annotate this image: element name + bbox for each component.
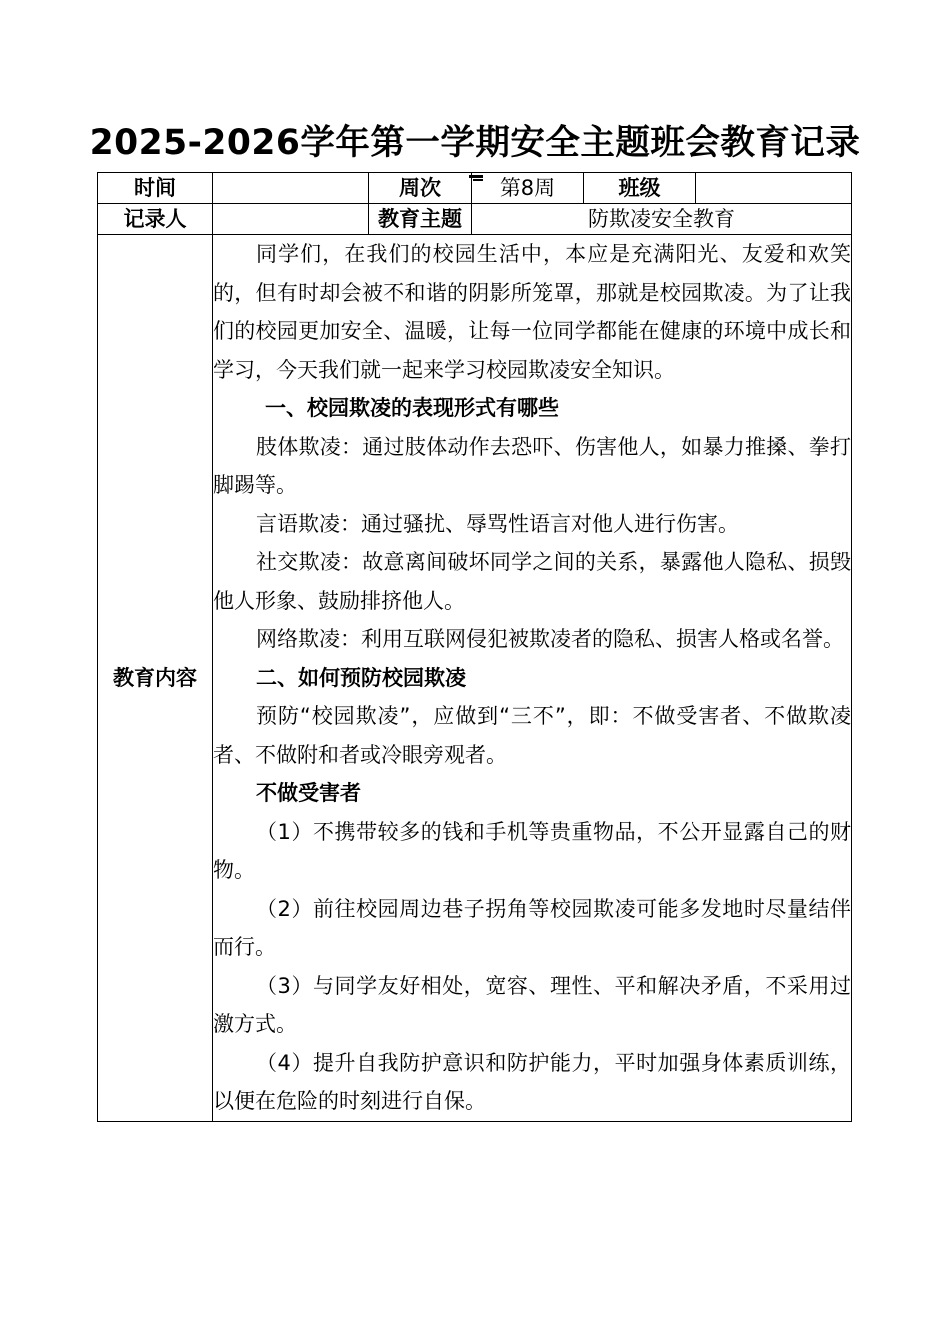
subheading-not-victim: 不做受害者	[256, 781, 361, 805]
recorder-field[interactable]	[213, 204, 369, 235]
document-title: 2025-2026学年第一学期安全主题班会教育记录	[89, 123, 861, 163]
list-item: （2）前往校园周边巷子拐角等校园欺凌可能多发地时尽量结伴而行。	[213, 896, 851, 959]
content-label: 教育内容	[98, 235, 213, 1122]
paragraph-intro: 同学们，在我们的校园生活中，本应是充满阳光、友爱和欢笑的，但有时却会被不和谐的阴影所笼罩，那就是校园欺凌。为了让我们的校园更加安全、温暖，让每一位同学都能在健康的环境中成长和学习，今天我们就一起来学习校园欺凌安全知识。	[213, 242, 851, 382]
time-field[interactable]	[213, 173, 369, 204]
list-item: （3）与同学友好相处，宽容、理性、平和解决矛盾，不采用过激方式。	[213, 973, 851, 1036]
class-field[interactable]	[696, 173, 852, 204]
theme-label: 教育主题	[369, 204, 472, 235]
recorder-label: 记录人	[98, 204, 213, 235]
list-item: （1）不携带较多的钱和手机等贵重物品，不公开显露自己的财物。	[213, 819, 851, 882]
paragraph-three-nots: 预防“校园欺凌”，应做到“三不”，即：不做受害者、不做欺凌者、不做附和者或冷眼旁观者。	[213, 704, 851, 767]
theme-value: 防欺凌安全教育	[472, 204, 852, 235]
paragraph-physical-bullying: 肢体欺凌：通过肢体动作去恐吓、伤害他人，如暴力推搡、拳打脚踢等。	[213, 434, 851, 497]
session-value: 第8周	[472, 173, 584, 204]
paragraph-cyber-bullying: 网络欺凌：利用互联网侵犯被欺凌者的隐私、损害人格或名誉。	[256, 627, 844, 651]
table-row-time	[98, 173, 852, 204]
list-item: （4）提升自我防护意识和防护能力，平时加强身体素质训练，以便在危险的时刻进行自保。	[213, 1050, 851, 1113]
table-row-content	[98, 235, 852, 1122]
table-row-recorder	[98, 204, 852, 235]
section-heading-forms: 一、校园欺凌的表现形式有哪些	[265, 396, 559, 420]
paragraph-social-bullying: 社交欺凌：故意离间破坏同学之间的关系，暴露他人隐私、损毁他人形象、鼓励排挤他人。	[213, 550, 851, 613]
content-body	[213, 235, 851, 1121]
record-table	[97, 172, 852, 1122]
session-label: 周次	[369, 173, 472, 204]
class-label: 班级	[584, 173, 696, 204]
content-cell	[213, 235, 852, 1122]
paragraph-verbal-bullying: 言语欺凌：通过骚扰、辱骂性语言对他人进行伤害。	[256, 511, 739, 536]
section-heading-prevention: 二、如何预防校园欺凌	[256, 665, 466, 690]
time-label: 时间	[98, 173, 213, 204]
